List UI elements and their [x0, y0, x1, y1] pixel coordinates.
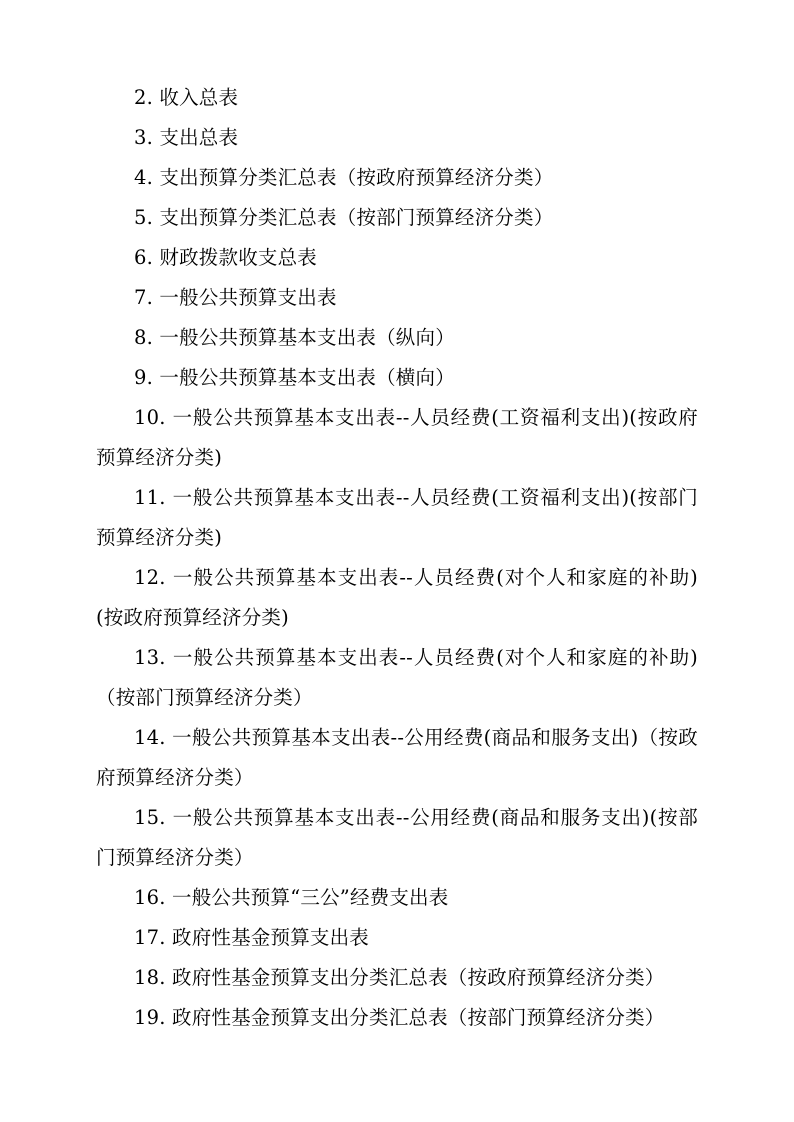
list-item: 15. 一般公共预算基本支出表--公用经费(商品和服务支出)(按部门预算经济分类） [96, 806, 698, 869]
list-item: 13. 一般公共预算基本支出表--人员经费(对个人和家庭的补助)（按部门预算经济分类） [96, 646, 698, 709]
list-item: 4. 支出预算分类汇总表（按政府预算经济分类） [134, 166, 554, 189]
list-item: 9. 一般公共预算基本支出表（横向） [134, 366, 455, 389]
list-item: 16. 一般公共预算“三公”经费支出表 [134, 886, 449, 909]
table-of-contents-list [96, 78, 698, 1038]
list-item: 11. 一般公共预算基本支出表--人员经费(工资福利支出)(按部门预算经济分类) [96, 486, 698, 549]
list-item: 19. 政府性基金预算支出分类汇总表（按部门预算经济分类） [134, 1006, 665, 1029]
list-item: 7. 一般公共预算支出表 [134, 286, 337, 309]
list-item: 17. 政府性基金预算支出表 [134, 926, 370, 949]
list-item: 14. 一般公共预算基本支出表--公用经费(商品和服务支出)（按政府预算经济分类） [96, 726, 698, 789]
list-item: 6. 财政拨款收支总表 [134, 246, 318, 269]
list-item: 5. 支出预算分类汇总表（按部门预算经济分类） [134, 206, 554, 229]
list-item: 18. 政府性基金预算支出分类汇总表（按政府预算经济分类） [134, 966, 665, 989]
list-item: 8. 一般公共预算基本支出表（纵向） [134, 326, 455, 349]
list-item: 12. 一般公共预算基本支出表--人员经费(对个人和家庭的补助)(按政府预算经济分类) [96, 566, 698, 629]
list-item: 2. 收入总表 [134, 86, 239, 109]
list-item: 3. 支出总表 [134, 126, 239, 149]
list-item: 10. 一般公共预算基本支出表--人员经费(工资福利支出)(按政府预算经济分类) [96, 406, 698, 469]
